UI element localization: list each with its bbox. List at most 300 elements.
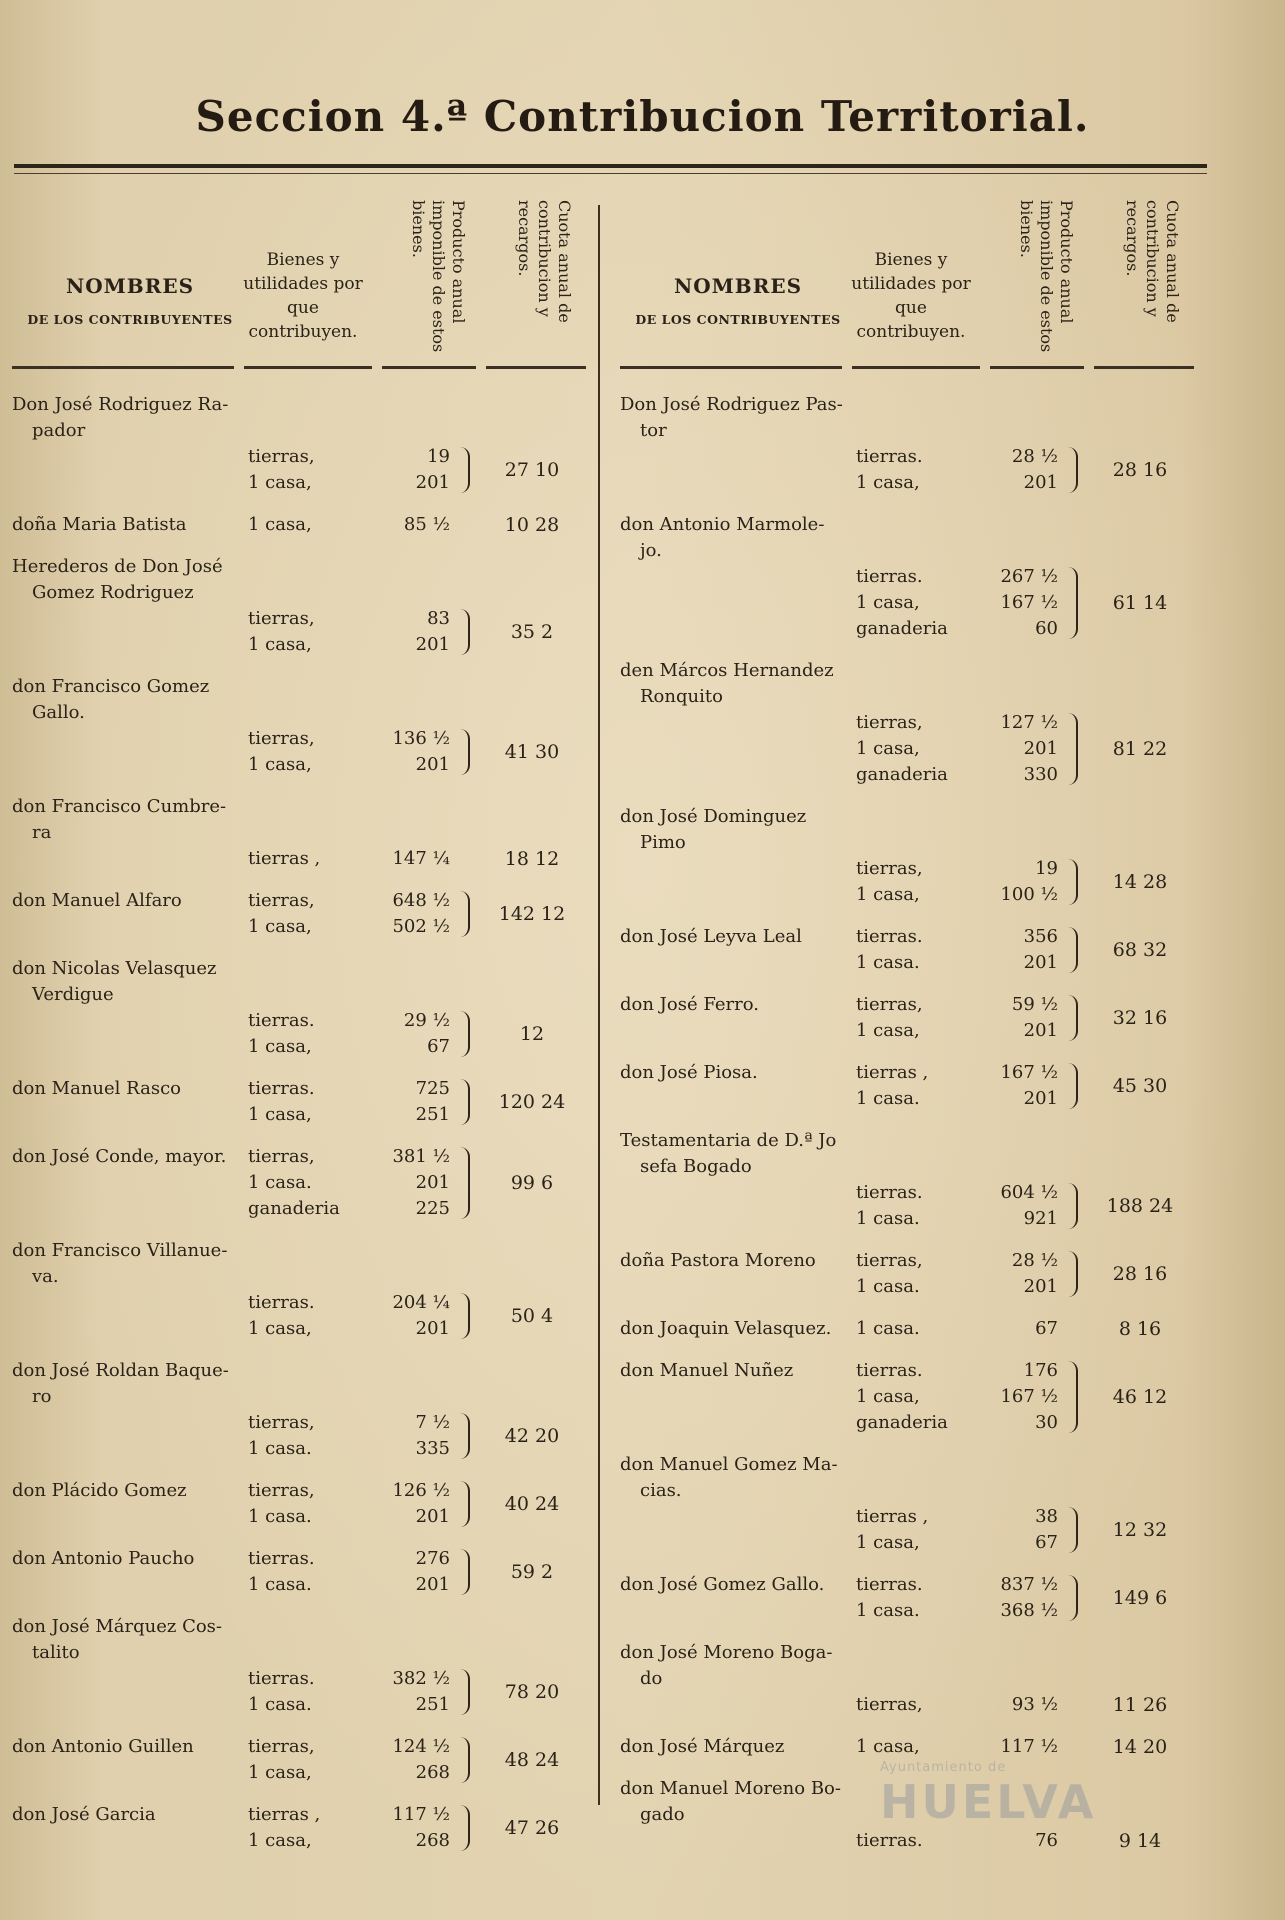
goods-item: tierras. bbox=[856, 446, 923, 467]
goods-item: tierras, bbox=[856, 1694, 923, 1715]
table-row bbox=[12, 888, 598, 940]
goods-item: tierras. bbox=[248, 1078, 315, 1099]
cuota-value: 14 20 bbox=[1112, 1736, 1168, 1758]
brace bbox=[456, 891, 470, 937]
cuota-value: 50 4 bbox=[510, 1305, 554, 1327]
contributor-name: don Antonio Guillen bbox=[12, 1736, 194, 1757]
cuota-value: 41 30 bbox=[504, 741, 560, 763]
product-values bbox=[380, 1478, 450, 1530]
watermark-logo: Ayuntamiento de HUELVA bbox=[880, 1760, 1097, 1829]
product-values bbox=[380, 888, 450, 940]
goods-item: tierras. bbox=[856, 926, 923, 947]
table-row bbox=[12, 1802, 598, 1854]
contributor-name: don Francisco Gomez Gallo. bbox=[12, 676, 210, 723]
brace bbox=[1064, 859, 1078, 905]
goods-item: 1 casa, bbox=[856, 1020, 920, 1041]
table-row bbox=[12, 1546, 598, 1598]
brace bbox=[1064, 995, 1078, 1041]
product-value: 83 bbox=[427, 608, 450, 629]
cuota-value: 10 28 bbox=[504, 514, 560, 536]
goods-item: 1 casa, bbox=[248, 1762, 312, 1783]
table-row bbox=[12, 956, 598, 1060]
product-value: 201 bbox=[415, 754, 450, 775]
goods-list bbox=[856, 1248, 996, 1300]
contributor-name: Testamentaria de D.ª Jo sefa Bogado bbox=[620, 1130, 837, 1177]
table-row bbox=[620, 1060, 1220, 1112]
product-values bbox=[988, 1248, 1058, 1300]
contributor-name: don José Roldan Baque- ro bbox=[12, 1360, 229, 1407]
table-row bbox=[12, 512, 598, 538]
goods-item: 1 casa, bbox=[248, 472, 312, 493]
goods-list bbox=[856, 1504, 996, 1556]
goods-list bbox=[248, 726, 388, 778]
contributor-name: don José Ferro. bbox=[620, 994, 759, 1015]
product-value: 604 ½ bbox=[1000, 1182, 1058, 1203]
goods-item: 1 casa. bbox=[856, 1088, 920, 1109]
goods-list bbox=[248, 1546, 388, 1598]
goods-item: 1 casa. bbox=[856, 1318, 920, 1339]
cuota-value: 40 24 bbox=[504, 1493, 560, 1515]
contributor-name: don Manuel Nuñez bbox=[620, 1360, 794, 1381]
goods-list bbox=[248, 606, 388, 658]
product-value: 147 ¼ bbox=[392, 848, 450, 869]
goods-list bbox=[856, 564, 996, 642]
cuota-value: 14 28 bbox=[1112, 871, 1168, 893]
title-rule bbox=[14, 164, 1207, 168]
header-bienes: Bienes y utilidades por que contribuyen. bbox=[851, 250, 971, 342]
contributor-name: don Manuel Alfaro bbox=[12, 890, 182, 911]
goods-item: 1 casa, bbox=[856, 472, 920, 493]
cuota-value: 81 22 bbox=[1112, 738, 1168, 760]
goods-list bbox=[248, 1290, 388, 1342]
contributor-name: don José Conde, mayor. bbox=[12, 1146, 227, 1167]
goods-item: 1 casa. bbox=[856, 1600, 920, 1621]
contributor-name: don Francisco Villanue- va. bbox=[12, 1240, 228, 1287]
product-values bbox=[380, 606, 450, 658]
goods-item: tierras , bbox=[856, 1062, 929, 1083]
product-value: 201 bbox=[1023, 738, 1058, 759]
table-row bbox=[12, 794, 598, 872]
cuota-value: 32 16 bbox=[1112, 1007, 1168, 1029]
contributor-name: don José Gomez Gallo. bbox=[620, 1574, 825, 1595]
goods-item: tierras. bbox=[248, 1668, 315, 1689]
product-values bbox=[988, 1316, 1058, 1342]
goods-item: tierras. bbox=[856, 1360, 923, 1381]
goods-list bbox=[856, 992, 996, 1044]
brace bbox=[456, 1413, 470, 1459]
brace bbox=[1064, 1183, 1078, 1229]
table-row bbox=[620, 1316, 1220, 1342]
contributor-name: don Antonio Paucho bbox=[12, 1548, 195, 1569]
brace bbox=[1064, 927, 1078, 973]
goods-item: tierras, bbox=[856, 858, 923, 879]
product-value: 93 ½ bbox=[1011, 1694, 1058, 1715]
goods-item: 1 casa, bbox=[248, 634, 312, 655]
product-value: 59 ½ bbox=[1011, 994, 1058, 1015]
goods-item: 1 casa. bbox=[248, 1574, 312, 1595]
product-value: 201 bbox=[1023, 952, 1058, 973]
goods-item: ganaderia bbox=[856, 764, 948, 785]
product-values bbox=[380, 512, 450, 538]
goods-item: tierras, bbox=[856, 1250, 923, 1271]
goods-list bbox=[856, 856, 996, 908]
brace bbox=[1064, 1507, 1078, 1553]
table-row bbox=[620, 1358, 1220, 1436]
product-value: 100 ½ bbox=[1000, 884, 1058, 905]
table-row bbox=[12, 1358, 598, 1462]
goods-item: tierras, bbox=[248, 608, 315, 629]
header-names: NOMBRES DE LOS CONTRIBUYENTES bbox=[635, 274, 841, 327]
table-row bbox=[620, 1248, 1220, 1300]
goods-item: tierras, bbox=[248, 1736, 315, 1757]
product-value: 67 bbox=[427, 1036, 450, 1057]
product-value: 201 bbox=[1023, 472, 1058, 493]
product-value: 201 bbox=[1023, 1020, 1058, 1041]
brace bbox=[1064, 1575, 1078, 1621]
goods-list bbox=[248, 1802, 388, 1854]
table-row bbox=[620, 658, 1220, 788]
brace bbox=[456, 729, 470, 775]
cuota-value: 8 16 bbox=[1118, 1318, 1162, 1340]
product-value: 19 bbox=[1035, 858, 1058, 879]
product-values bbox=[988, 1828, 1058, 1854]
goods-item: tierras , bbox=[248, 848, 321, 869]
product-values bbox=[988, 444, 1058, 496]
product-values bbox=[988, 1060, 1058, 1112]
product-value: 276 bbox=[415, 1548, 450, 1569]
product-values bbox=[380, 1666, 450, 1718]
goods-list bbox=[856, 1316, 996, 1342]
goods-list bbox=[856, 710, 996, 788]
product-values bbox=[380, 1008, 450, 1060]
cuota-value: 47 26 bbox=[504, 1817, 560, 1839]
contributor-name: don Joaquin Velasquez. bbox=[620, 1318, 832, 1339]
product-values bbox=[380, 1802, 450, 1854]
product-value: 201 bbox=[1023, 1088, 1058, 1109]
goods-item: tierras. bbox=[856, 1830, 923, 1851]
product-value: 136 ½ bbox=[392, 728, 450, 749]
product-values bbox=[988, 1180, 1058, 1232]
product-values bbox=[988, 1504, 1058, 1556]
product-value: 85 ½ bbox=[403, 514, 450, 535]
cuota-value: 46 12 bbox=[1112, 1386, 1168, 1408]
left-table bbox=[12, 196, 598, 1870]
header-cuota: Cuota anual de contribucion y recargos. bbox=[515, 200, 574, 323]
product-values bbox=[988, 1572, 1058, 1624]
cuota-value: 12 bbox=[519, 1023, 545, 1045]
table-row bbox=[620, 1128, 1220, 1232]
cuota-value: 45 30 bbox=[1112, 1075, 1168, 1097]
product-values bbox=[380, 726, 450, 778]
product-values bbox=[988, 924, 1058, 976]
goods-list bbox=[856, 1060, 996, 1112]
goods-item: 1 casa, bbox=[856, 1736, 920, 1757]
goods-item: 1 casa. bbox=[248, 1438, 312, 1459]
product-value: 127 ½ bbox=[1000, 712, 1058, 733]
contributor-name: don Francisco Cumbre- ra bbox=[12, 796, 227, 843]
product-values bbox=[988, 564, 1058, 642]
goods-item: tierras. bbox=[248, 1010, 315, 1031]
contributor-name: don José Piosa. bbox=[620, 1062, 758, 1083]
goods-item: 1 casa, bbox=[248, 916, 312, 937]
product-value: 502 ½ bbox=[392, 916, 450, 937]
goods-list bbox=[856, 1572, 996, 1624]
product-values bbox=[380, 1290, 450, 1342]
brace bbox=[1064, 447, 1078, 493]
contributor-name: don José Leyva Leal bbox=[620, 926, 802, 947]
brace bbox=[1064, 1361, 1078, 1433]
contributor-name: don José Moreno Boga- do bbox=[620, 1642, 833, 1689]
goods-item: tierras , bbox=[856, 1506, 929, 1527]
goods-list bbox=[248, 1666, 388, 1718]
product-values bbox=[988, 710, 1058, 788]
goods-item: 1 casa, bbox=[856, 592, 920, 613]
cuota-value: 28 16 bbox=[1112, 459, 1168, 481]
goods-item: 1 casa, bbox=[248, 1830, 312, 1851]
product-values bbox=[988, 856, 1058, 908]
cuota-value: 27 10 bbox=[504, 459, 560, 481]
product-value: 921 bbox=[1023, 1208, 1058, 1229]
goods-list bbox=[856, 1734, 996, 1760]
goods-item: tierras, bbox=[856, 994, 923, 1015]
product-value: 356 bbox=[1023, 926, 1058, 947]
column-divider bbox=[598, 205, 600, 1805]
goods-item: ganaderia bbox=[856, 618, 948, 639]
cuota-value: 28 16 bbox=[1112, 1263, 1168, 1285]
goods-list bbox=[248, 1144, 388, 1222]
goods-item: 1 casa, bbox=[248, 1318, 312, 1339]
brace bbox=[1064, 1251, 1078, 1297]
goods-item: tierras, bbox=[248, 446, 315, 467]
product-value: 335 bbox=[415, 1438, 450, 1459]
table-row bbox=[620, 512, 1220, 642]
table-row bbox=[620, 804, 1220, 908]
product-values bbox=[380, 1546, 450, 1598]
product-value: 167 ½ bbox=[1000, 1386, 1058, 1407]
cuota-value: 142 12 bbox=[498, 903, 566, 925]
brace bbox=[456, 1293, 470, 1339]
brace bbox=[1064, 713, 1078, 785]
title-rule-thin bbox=[14, 173, 1207, 174]
product-value: 60 bbox=[1035, 618, 1058, 639]
header-names: NOMBRES DE LOS CONTRIBUYENTES bbox=[27, 274, 233, 327]
product-values bbox=[988, 992, 1058, 1044]
cuota-value: 149 6 bbox=[1112, 1587, 1168, 1609]
page-title: Seccion 4.ª Contribucion Territorial. bbox=[195, 92, 1090, 141]
cuota-value: 11 26 bbox=[1112, 1694, 1168, 1716]
goods-item: tierras, bbox=[248, 1480, 315, 1501]
cuota-value: 188 24 bbox=[1106, 1195, 1174, 1217]
contributor-name: Herederos de Don José Gomez Rodriguez bbox=[12, 556, 223, 603]
cuota-value: 78 20 bbox=[504, 1681, 560, 1703]
product-value: 225 bbox=[415, 1198, 450, 1219]
goods-item: 1 casa. bbox=[248, 1506, 312, 1527]
cuota-value: 59 2 bbox=[510, 1561, 554, 1583]
goods-item: 1 casa. bbox=[856, 1208, 920, 1229]
goods-item: tierras, bbox=[856, 712, 923, 733]
contributor-name: don Nicolas Velasquez Verdigue bbox=[12, 958, 217, 1005]
product-value: 126 ½ bbox=[392, 1480, 450, 1501]
goods-list bbox=[248, 1076, 388, 1128]
goods-item: tierras. bbox=[856, 1574, 923, 1595]
contributor-name: don José Dominguez Pimo bbox=[620, 806, 807, 853]
goods-item: 1 casa, bbox=[248, 754, 312, 775]
goods-item: ganaderia bbox=[248, 1198, 340, 1219]
contributor-name: den Márcos Hernandez Ronquito bbox=[620, 660, 834, 707]
product-value: 38 bbox=[1035, 1506, 1058, 1527]
goods-item: 1 casa, bbox=[856, 738, 920, 759]
contributor-name: doña Maria Batista bbox=[12, 514, 187, 535]
goods-list bbox=[248, 444, 388, 496]
right-rows bbox=[620, 392, 1220, 1854]
product-value: 368 ½ bbox=[1000, 1600, 1058, 1621]
contributor-name: don Antonio Marmole- jo. bbox=[620, 514, 825, 561]
contributor-name: don José Márquez Cos- talito bbox=[12, 1616, 223, 1663]
brace bbox=[456, 1669, 470, 1715]
product-values bbox=[380, 444, 450, 496]
product-value: 28 ½ bbox=[1011, 1250, 1058, 1271]
product-values bbox=[380, 846, 450, 872]
goods-item: tierras. bbox=[248, 1548, 315, 1569]
goods-item: 1 casa. bbox=[856, 1276, 920, 1297]
product-value: 117 ½ bbox=[392, 1804, 450, 1825]
product-value: 201 bbox=[1023, 1276, 1058, 1297]
product-value: 268 bbox=[415, 1830, 450, 1851]
product-value: 204 ¼ bbox=[392, 1292, 450, 1313]
table-row bbox=[620, 1572, 1220, 1624]
product-value: 30 bbox=[1035, 1412, 1058, 1433]
product-value: 29 ½ bbox=[403, 1010, 450, 1031]
product-values bbox=[988, 1358, 1058, 1436]
table-row bbox=[12, 1238, 598, 1342]
header-producto: Producto anual imponible de estos bienes. bbox=[409, 200, 468, 353]
goods-item: 1 casa, bbox=[248, 514, 312, 535]
product-value: 167 ½ bbox=[1000, 1062, 1058, 1083]
cuota-value: 61 14 bbox=[1112, 592, 1168, 614]
product-value: 251 bbox=[415, 1694, 450, 1715]
goods-list bbox=[248, 1410, 388, 1462]
goods-list bbox=[248, 512, 388, 538]
product-value: 28 ½ bbox=[1011, 446, 1058, 467]
table-row bbox=[620, 992, 1220, 1044]
product-value: 201 bbox=[415, 1172, 450, 1193]
table-row bbox=[12, 1076, 598, 1128]
product-value: 837 ½ bbox=[1000, 1574, 1058, 1595]
goods-item: 1 casa, bbox=[856, 1386, 920, 1407]
goods-item: 1 casa. bbox=[248, 1694, 312, 1715]
brace bbox=[1064, 567, 1078, 639]
goods-item: 1 casa, bbox=[248, 1036, 312, 1057]
cuota-value: 42 20 bbox=[504, 1425, 560, 1447]
cuota-value: 68 32 bbox=[1112, 939, 1168, 961]
goods-list bbox=[856, 924, 996, 976]
product-value: 117 ½ bbox=[1000, 1736, 1058, 1757]
brace bbox=[456, 1549, 470, 1595]
table-header bbox=[12, 196, 598, 372]
product-value: 67 bbox=[1035, 1532, 1058, 1553]
table-row bbox=[620, 1734, 1220, 1760]
brace bbox=[456, 1805, 470, 1851]
product-value: 330 bbox=[1023, 764, 1058, 785]
goods-list bbox=[248, 1734, 388, 1786]
product-value: 67 bbox=[1035, 1318, 1058, 1339]
product-value: 201 bbox=[415, 1318, 450, 1339]
contributor-name: don José Garcia bbox=[12, 1804, 156, 1825]
table-row bbox=[620, 924, 1220, 976]
goods-item: tierras. bbox=[248, 1292, 315, 1313]
goods-item: 1 casa. bbox=[856, 952, 920, 973]
goods-item: tierras. bbox=[856, 1182, 923, 1203]
cuota-value: 48 24 bbox=[504, 1749, 560, 1771]
goods-list bbox=[248, 888, 388, 940]
goods-item: tierras, bbox=[248, 1146, 315, 1167]
product-value: 725 bbox=[415, 1078, 450, 1099]
contributor-name: don Manuel Moreno Bo- gado bbox=[620, 1778, 841, 1825]
product-value: 381 ½ bbox=[392, 1146, 450, 1167]
product-value: 201 bbox=[415, 472, 450, 493]
goods-item: tierras, bbox=[248, 890, 315, 911]
product-value: 7 ½ bbox=[415, 1412, 450, 1433]
goods-item: 1 casa, bbox=[856, 1532, 920, 1553]
product-value: 124 ½ bbox=[392, 1736, 450, 1757]
goods-list bbox=[248, 1478, 388, 1530]
product-value: 251 bbox=[415, 1104, 450, 1125]
goods-item: 1 casa, bbox=[856, 884, 920, 905]
cuota-value: 9 14 bbox=[1118, 1830, 1162, 1852]
goods-list bbox=[856, 1180, 996, 1232]
product-value: 268 bbox=[415, 1762, 450, 1783]
product-value: 267 ½ bbox=[1000, 566, 1058, 587]
table-row bbox=[12, 1614, 598, 1718]
product-values bbox=[380, 1076, 450, 1128]
goods-list bbox=[248, 1008, 388, 1060]
goods-item: 1 casa, bbox=[248, 1104, 312, 1125]
product-values bbox=[380, 1410, 450, 1462]
goods-item: tierras , bbox=[248, 1804, 321, 1825]
product-value: 201 bbox=[415, 1506, 450, 1527]
cuota-value: 120 24 bbox=[498, 1091, 566, 1113]
brace bbox=[456, 1147, 470, 1219]
table-row bbox=[620, 1452, 1220, 1556]
product-value: 167 ½ bbox=[1000, 592, 1058, 613]
product-value: 176 bbox=[1023, 1360, 1058, 1381]
contributor-name: don Manuel Rasco bbox=[12, 1078, 182, 1099]
contributor-name: Don José Rodriguez Pas- tor bbox=[620, 394, 843, 441]
brace bbox=[456, 1481, 470, 1527]
product-value: 382 ½ bbox=[392, 1668, 450, 1689]
brace bbox=[456, 1737, 470, 1783]
table-row bbox=[12, 392, 598, 496]
cuota-value: 12 32 bbox=[1112, 1519, 1168, 1541]
goods-list bbox=[856, 1692, 996, 1718]
table-row bbox=[12, 674, 598, 778]
cuota-value: 18 12 bbox=[504, 848, 560, 870]
table-header bbox=[620, 196, 1220, 372]
contributor-name: don José Márquez bbox=[620, 1736, 785, 1757]
goods-list bbox=[856, 1358, 996, 1436]
header-cuota: Cuota anual de contribucion y recargos. bbox=[1123, 200, 1182, 323]
product-value: 648 ½ bbox=[392, 890, 450, 911]
product-values bbox=[988, 1734, 1058, 1760]
goods-list bbox=[856, 1828, 996, 1854]
contributor-name: Don José Rodriguez Ra- pador bbox=[12, 394, 229, 441]
brace bbox=[456, 447, 470, 493]
table-row bbox=[12, 1478, 598, 1530]
product-value: 201 bbox=[415, 634, 450, 655]
right-table bbox=[620, 196, 1220, 1870]
brace bbox=[456, 1011, 470, 1057]
contributor-name: don Plácido Gomez bbox=[12, 1480, 187, 1501]
